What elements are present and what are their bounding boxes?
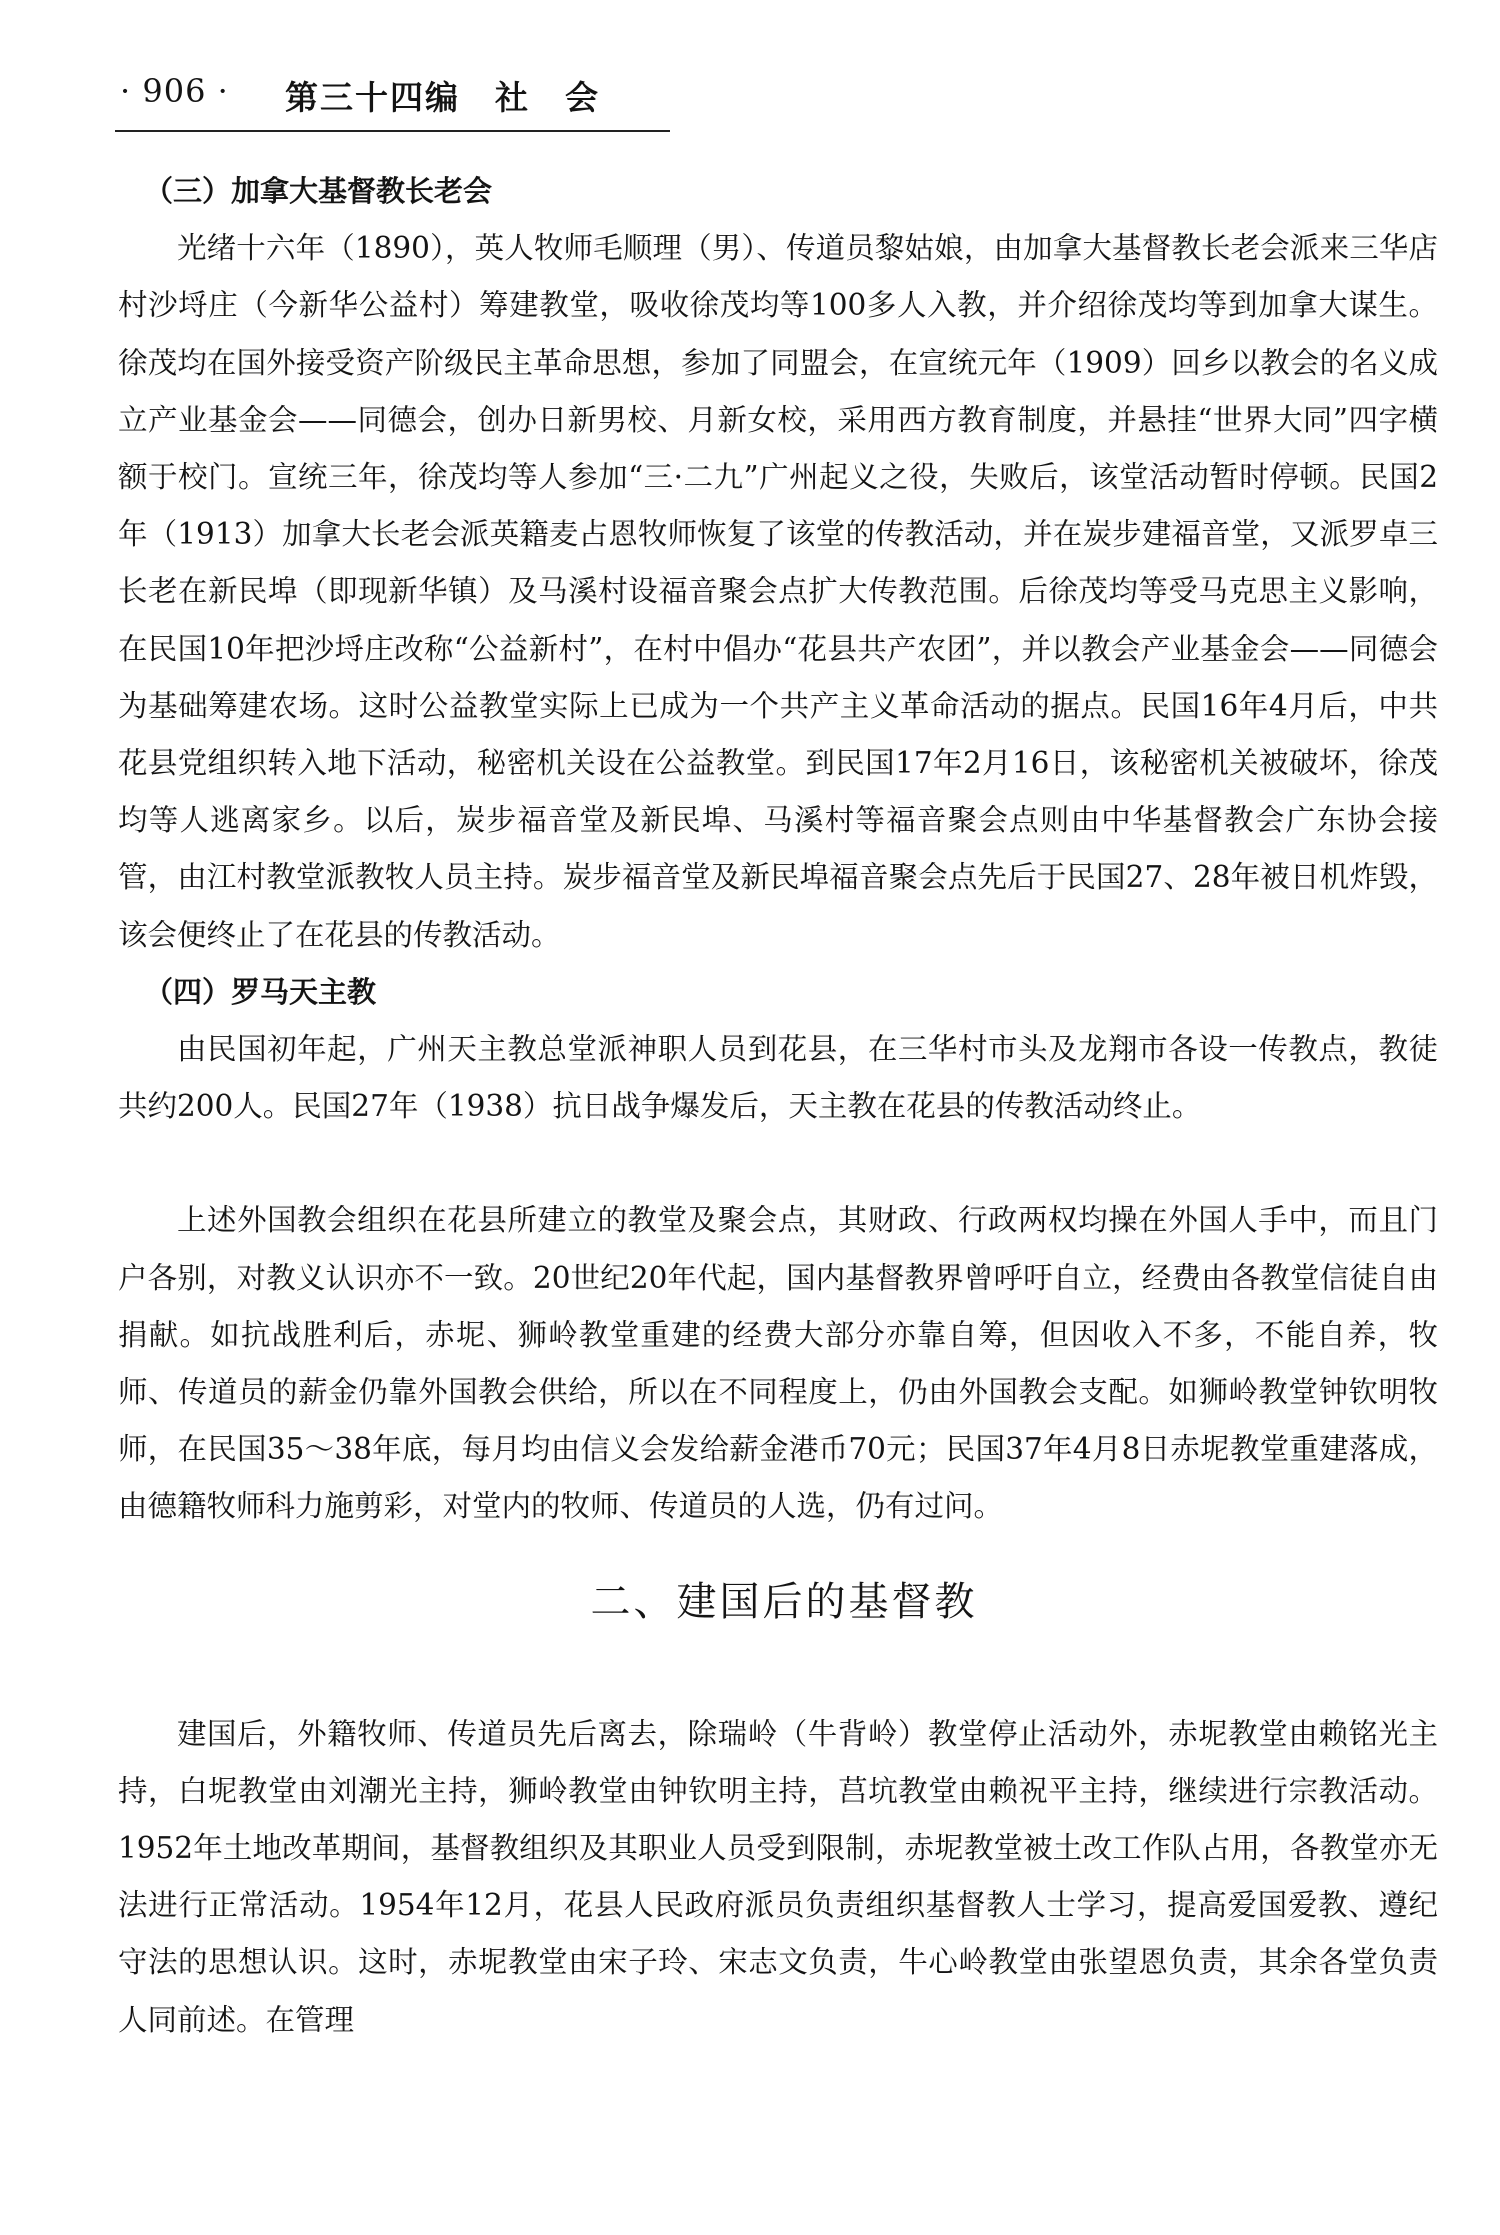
header-rule [115, 130, 670, 132]
body-paragraph: 光绪十六年（1890），英人牧师毛顺理（男）、传道员黎姑娘，由加拿大基督教长老会派来三华店村沙埒庄（今新华公益村）筹建教堂，吸收徐茂均等100多人入教，并介绍徐茂均等到加拿大谋生。徐茂均在国外接受资产阶级民主革命思想，参加了同盟会，在宣统元年（1909）回乡以教会的名义成立产业基金会——同德会，创办日新男校、月新女校，采用西方教育制度，并悬挂“世界大同”四字横额于校门。宣统三年，徐茂均等人参加“三·二九”广州起义之役，失败后，该堂活动暂时停顿。民国2年（1913）加拿大长老会派英籍麦占恩牧师恢复了该堂的传教活动，并在炭步建福音堂，又派罗卓三长老在新民埠（即现新华镇）及马溪村设福音聚会点扩大传教范围。后徐茂均等受马克思主义影响，在民国10年把沙埒庄改称“公益新村”，在村中倡办“花县共产农团”，并以教会产业基金会——同德会为基础筹建农场。这时公益教堂实际上已成为一个共产主义革命活动的据点。民国16年4月后，中共花县党组织转入地下活动，秘密机关设在公益教堂。到民国17年2月16日，该秘密机关被破坏，徐茂均等人逃离家乡。以后，炭步福音堂及新民埠、马溪村等福音聚会点则由中华基督教会广东协会接管，由江村教堂派教牧人员主持。炭步福音堂及新民埠福音聚会点先后于民国27、28年被日机炸毁，该会便终止了在花县的传教活动。 [118, 231, 1438, 952]
section-heading: （三）加拿大基督教长老会 [144, 174, 493, 208]
body-paragraph: 由民国初年起，广州天主教总堂派神职人员到花县，在三华村市头及龙翔市各设一传教点，教徒共约200人。民国27年（1938）抗日战争爆发后，天主教在花县的传教活动终止。 [118, 1032, 1438, 1124]
section-roman-catholic [118, 964, 1438, 1136]
page-body [118, 163, 1438, 2049]
page-number: · 906 · [120, 72, 229, 110]
paragraph-spacer [118, 1135, 1438, 1192]
body-paragraph: 建国后，外籍牧师、传道员先后离去，除瑞岭（牛背岭）教堂停止活动外，赤坭教堂由赖铭光主持，白坭教堂由刘潮光主持，狮岭教堂由钟钦明主持，莒坑教堂由赖祝平主持，继续进行宗教活动。1952年土地改革期间，基督教组织及其职业人员受到限制，赤坭教堂被土改工作队占用，各教堂亦无法进行正常活动。1954年12月，花县人民政府派员负责组织基督教人士学习，提高爱国爱教、遵纪守法的思想认识。这时，赤坭教堂由宋子玲、宋志文负责，牛心岭教堂由张望恩负责，其余各堂负责人同前述。在管理 [118, 1716, 1438, 2037]
chapter-title: 二、建国后的基督教 [590, 1578, 978, 1625]
section-heading: （四）罗马天主教 [144, 974, 377, 1009]
section-canadian-presbyterian [118, 163, 1438, 964]
running-header [115, 62, 675, 122]
volume-title: 第三十四编 社 会 [285, 78, 600, 117]
summary-paragraph: 上述外国教会组织在花县所建立的教堂及聚会点，其财政、行政两权均操在外国人手中，而且门户各别，对教义认识亦不一致。20世纪20年代起，国内基督教界曾呼吁自立，经费由各教堂信徒自由捐献。如抗战胜利后，赤坭、狮岭教堂重建的经费大部分亦靠自筹，但因收入不多，不能自养，牧师、传道员的薪金仍靠外国教会供给，所以在不同程度上，仍由外国教会支配。如狮岭教堂钟钦明牧师，在民国35～38年底，每月均由信义会发给薪金港币70元；民国37年4月8日赤坭教堂重建落成，由德籍牧师科力施剪彩，对堂内的牧师、传道员的人选，仍有过问。 [118, 1203, 1438, 1524]
